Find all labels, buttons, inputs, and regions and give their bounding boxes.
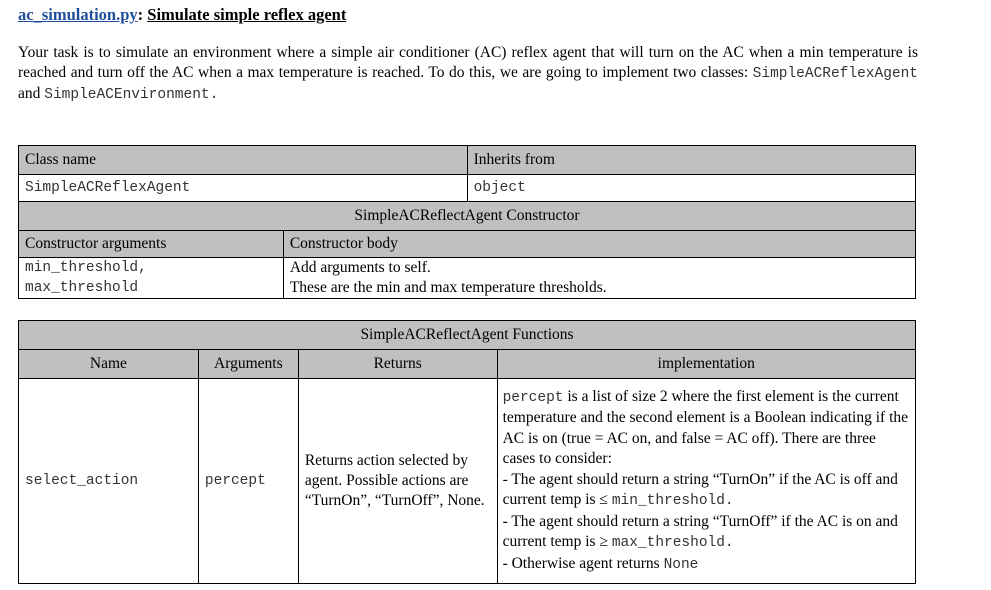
function-arguments-cell: percept [198,379,298,584]
intro-class-agent: SimpleACReflexAgent [752,66,918,82]
arg-min-threshold: min_threshold, [25,260,147,276]
impl-case-turnoff-code: max_threshold. [611,535,734,552]
constructor-body-cell [283,258,915,299]
arguments-header: Arguments [198,350,298,379]
constructor-body-line2: These are the min and max temperature thresholds. [289,279,607,296]
constructor-body-line1: Add arguments to self. [289,259,431,276]
returns-header: Returns [298,350,497,379]
impl-case-turnon-code: min_threshold. [611,493,734,510]
arg-max-threshold: max_threshold [25,280,139,296]
implementation-header: implementation [497,350,915,379]
intro-text: Your task is to simulate an environment where a simple air conditioner (AC) reflex agent that will turn on the AC when a min temperature is reached and turn off the AC when a max temperature is reached. To do this, we are going to implement two classes: [18,44,918,81]
class-name-header: Class name [19,146,468,175]
inherits-header: Inherits from [467,146,915,175]
class-table [18,145,916,299]
function-implementation-cell [497,379,915,584]
inherits-cell: object [467,175,915,202]
impl-case-otherwise [503,554,910,576]
function-name-cell: select_action [19,379,199,584]
impl-case-otherwise-text: - Otherwise agent returns [502,554,664,572]
impl-percept-code: percept [502,389,564,406]
impl-case-turnoff-text: - The agent should return a string “TurnOff” if the AC is on and current temp is ≥ [502,512,898,551]
impl-percept-text: is a list of size 2 where the first element is the current temperature and the second element is a Boolean indicating if the AC is on (true = AC on, and false = AC off). There are three cases to consider: [502,387,909,468]
constructor-args-header: Constructor arguments [19,231,284,258]
name-header: Name [19,350,199,379]
constructor-args-cell [19,258,284,299]
intro-and: and [18,85,45,102]
heading-title: Simulate simple reflex agent [147,5,347,24]
document-heading [18,5,346,25]
heading-separator: : [137,5,148,24]
intro-paragraph [18,43,918,105]
function-returns-cell: Returns action selected by agent. Possible actions are “TurnOn”, “TurnOff”, None. [298,379,497,584]
class-name-cell: SimpleACReflexAgent [19,175,468,202]
impl-case-turnon [503,470,910,512]
constructor-body-header: Constructor body [283,231,915,258]
impl-case-otherwise-code: None [663,556,699,573]
filename-link[interactable]: ac_simulation.py [18,5,138,24]
functions-title: SimpleACReflectAgent Functions [19,321,916,350]
impl-percept-description [503,387,910,470]
constructor-title: SimpleACReflectAgent Constructor [19,202,916,231]
impl-case-turnoff [503,512,910,554]
intro-class-environment: SimpleACEnvironment. [44,87,219,103]
functions-table [18,320,916,584]
impl-case-turnon-text: - The agent should return a string “TurnOn” if the AC is off and current temp is ≤ [502,470,898,509]
